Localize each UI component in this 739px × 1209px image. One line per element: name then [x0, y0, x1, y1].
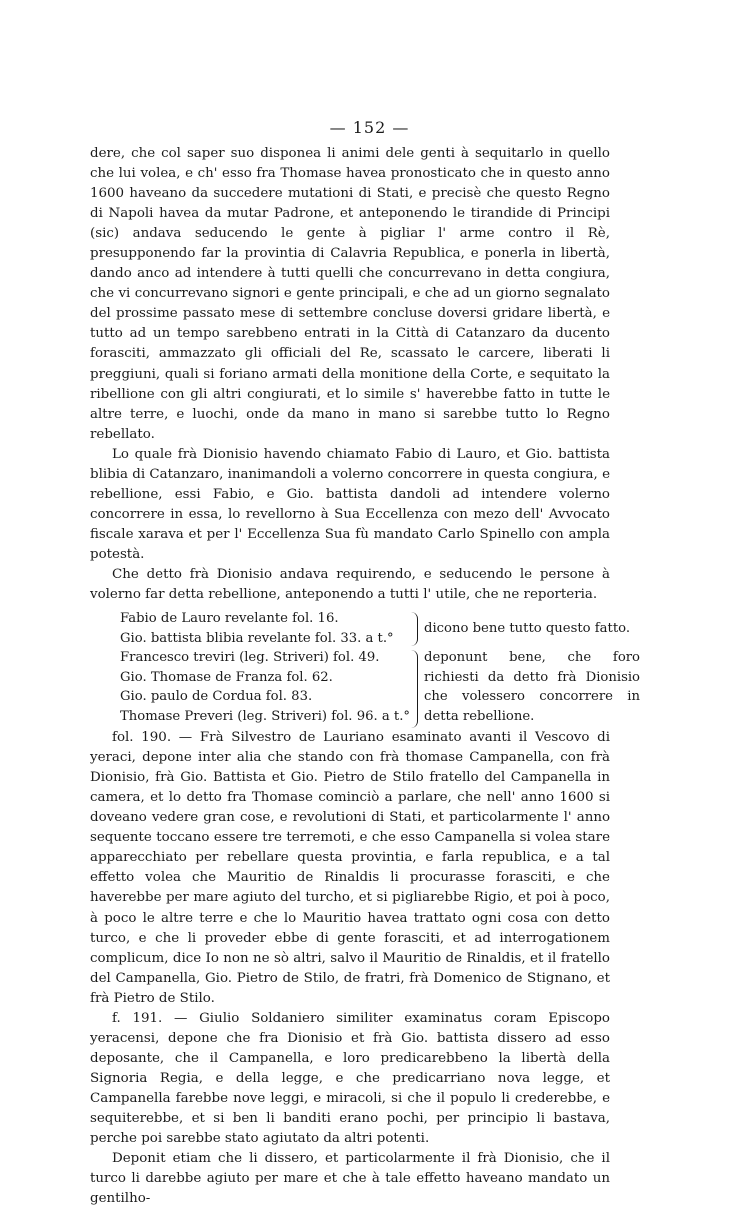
paragraph: Deponit etiam che li dissero, et particolarmente il frà Dionisio, che il turco li darebbe agiuto per mare et che à tale effetto haveano mandato un gentilho-: [90, 1151, 610, 1207]
witness-references: [120, 609, 640, 728]
brace-divider: [410, 609, 424, 728]
reference-entry: Francesco treviri (leg. Striveri) fol. 49.: [120, 650, 380, 666]
reference-entry: Thomase Preveri (leg. Striveri) fol. 96. a t.°: [120, 708, 410, 724]
brace-group-2: [410, 650, 418, 728]
reference-notes: [424, 609, 640, 728]
paragraph: dere, che col saper suo disponea li animi dele genti à sequitarlo in quello che lui volea, e ch' esso fra Thomase havea pronosticato che in questo anno 1600 haveano da succedere mutationi di Stati, e precisè che questo Regno di Napoli havea da mutar Padrone, et anteponendo le tirandide di Principi (sic) andava seducendo le gente à pigliar l' arme contro il Rè, presupponendo far la provintia di Calavria Republica, e ponerla in libertà, dando anco ad intendere à tutti quelli che concurrevano in detta congiura, che vi concurrevano signori e gente principali, e che ad un giorno segnalato del prossime passato mese di settembre concluse doversi gridare libertà, e tutto ad un tempo sarebbeno entrati in la Città di Catanzaro da ducento forasciti, ammazzato gli officiali del Re, scassato le carcere, liberati li preggiuni, quali si foriano armati della monitione della Corte, e sequitato la ribellione con gli altri congiurati, et lo simile s' haverebbe fatto in tutte le altre terre, e luochi, onde da mano in mano si sarebbe tutto lo Regno rebellato.: [90, 146, 610, 442]
brace-group-1: [410, 612, 418, 646]
reference-note: dicono bene tutto questo fatto.: [424, 620, 631, 636]
paragraph: Lo quale frà Dionisio havendo chiamato Fabio di Lauro, et Gio. battista blibia di Catanzaro, inanimandoli a volerno concorrere in questa congiura, e rebellione, essi Fabio, e Gio. battista dandoli ad intendere volerno concorrere in essa, lo revellorno à Sua Eccellenza con mezo dell' Avvocato fiscale xarava et per l' Eccellenza Sua fù mandato Carlo Spinello con ampla potestà.: [90, 446, 610, 562]
reference-entry: Gio. Thomase de Franza fol. 62.: [120, 669, 333, 685]
reference-list: [120, 609, 410, 728]
paragraph: Che detto frà Dionisio andava requirendo, e seducendo le persone à volerno far detta rebellione, anteponendo a tutti l' utile, che ne reporteria.: [90, 566, 610, 603]
reference-entry: Fabio de Lauro revelante fol. 16.: [120, 611, 339, 627]
reference-entry: Gio. paulo de Cordua fol. 83.: [120, 689, 313, 705]
page-number: — 152 —: [329, 118, 410, 137]
reference-entry: Gio. battista blibia revelante fol. 33. a t.°: [120, 630, 394, 646]
page-body: [90, 144, 640, 1209]
reference-note: deponunt bene, che foro richiesti da detto frà Dionisio che volessero concorrere in detta rebellione.: [424, 650, 640, 724]
paragraph: f. 191. — Giulio Soldaniero similiter examinatus coram Episcopo yeracensi, depone che fra Dionisio et frà Gio. battista dissero ad esso deposante, che il Campanella, e loro predicarebbeno la libertà della Signoria Regia, e della legge, e che predicarriano nova legge, et Campanella farebbe nove leggi, e miracoli, si che il populo li crederebbe, e sequiterebbe, et si ben li banditi erano pochi, per principio li bastava, perche poi sarebbe stato agiutato da altri potenti.: [90, 1010, 610, 1147]
paragraph: fol. 190. — Frà Silvestro de Lauriano esaminato avanti il Vescovo di yeraci, depone inter alia che stando con frà thomase Campanella, con frà Dionisio, frà Gio. Battista et Gio. Pietro de Stilo fratello del Campanella in camera, et lo detto fra Thomase cominciò a parlare, che nell' anno 1600 si doveano vedere gran cose, e revolutioni di Stati, et particolarmente l' anno sequente toccano essere tre terremoti, e che esso Campanella si volea stare apparecchiato per rebellare questa provintia, e farla republica, e a tal effetto volea che Mauritio de Rinaldis li procurasse forasciti, e che haverebbe per mare agiuto del turcho, et si pigliarebbe Rigio, et poi à poco, à poco le altre terre e che lo Mauritio havea trattato ogni cosa con detto turco, e che li proveder ebbe di gente forasciti, et ad interrogationem complicum, dice Io non ne sò altri, salvo il Mauritio de Rinaldis, et il fratello del Campanella, Gio. Pietro de Stilo, de fratri, frà Domenico de Stignano, et frà Pietro de Stilo.: [90, 730, 610, 1006]
